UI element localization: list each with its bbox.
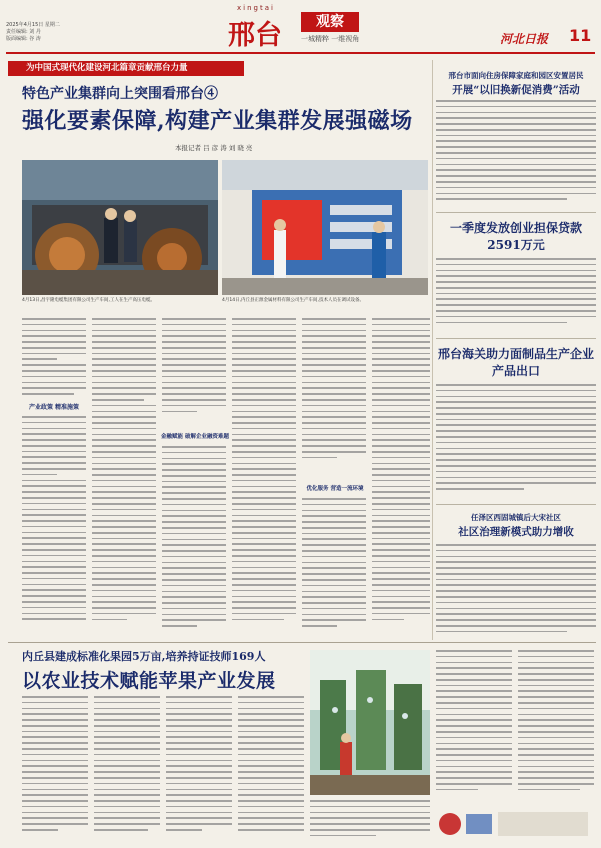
story-2-headline-text: 一季度发放创业担保贷款2591万元 (449, 221, 582, 252)
series-subhead: 特色产业集群向上突围看邢台④ (22, 86, 218, 102)
bottom-body-col-4 (238, 696, 304, 842)
masthead (0, 0, 601, 56)
section-divider (8, 642, 596, 643)
app-watermark (436, 806, 594, 842)
story-4-body (436, 544, 596, 640)
story-3-body (436, 384, 596, 500)
editor-credit: 责任编辑: 刘 丹 (6, 29, 41, 35)
right-divider-1 (436, 212, 596, 213)
photo-caption-left: 4月13日,昌宇隆电缆集团有限公司生产车间,工人在生产高压电缆。 (22, 298, 155, 303)
story-2-headline (436, 220, 596, 254)
photo-equipment-workshop (222, 160, 428, 295)
lead-section-1: 产业政策 精准施策 (28, 404, 80, 411)
bottom-body-col-3 (166, 696, 232, 842)
right-divider-3 (436, 504, 596, 505)
lead-body-col-5 (302, 318, 366, 478)
lead-section-2: 金融赋能 破解企业融资难题 (161, 434, 229, 440)
bottom-body-col-5 (310, 800, 430, 842)
paper-logo: 河北日报 (500, 32, 549, 46)
photo-cable-workshop (22, 160, 218, 295)
story-1-headline: 开展“以旧换新促消费”活动 (452, 84, 580, 96)
lead-byline: 本报记者 吕 彦 涛 刘 晓 亮 (175, 144, 253, 152)
lead-body-col-3b (162, 446, 226, 638)
section-slogan: 一城精粹 一维视角 (301, 35, 360, 43)
city-pinyin: xingtai (237, 4, 275, 12)
photo-caption-right: 4月14日,内丘县正源金属材料有限公司生产车间,技术人员在调试设备。 (222, 298, 364, 303)
story-2-body (436, 258, 596, 334)
issue-date: 2025年4月15日 星期二 (6, 22, 60, 28)
story-3-headline (436, 346, 596, 380)
section-badge: 观察 (301, 12, 359, 32)
story-1-body (436, 100, 596, 208)
right-divider-2 (436, 338, 596, 339)
bottom-body-col-1 (22, 696, 88, 842)
lead-body-col-4 (232, 318, 296, 638)
lead-body-col-5b (302, 498, 366, 638)
lead-body-col-1b (22, 416, 86, 638)
lead-body-col-2 (92, 318, 156, 638)
bottom-body-col-2 (94, 696, 160, 842)
bottom-body-col-6 (436, 650, 512, 800)
cable-workshop-image (22, 160, 218, 295)
lead-headline: 强化要素保障,构建产业集群发展强磁场 (22, 108, 413, 134)
section-title: 邢台 (228, 20, 282, 51)
story-1-kicker: 邢台市面向住房保障家庭和园区安置居民 (448, 71, 584, 80)
bottom-body-col-7 (518, 650, 594, 800)
bottom-kicker: 内丘县建成标准化果园5万亩,培养持证技师169人 (22, 650, 266, 663)
layout-credit: 版面编辑: 谷 涛 (6, 36, 41, 42)
column-divider (432, 60, 433, 640)
watermark-logo-icon (436, 806, 594, 842)
lead-body-col-6 (372, 318, 430, 638)
issue-meta (6, 22, 60, 43)
lead-body-col-3 (162, 318, 226, 428)
photo-apple-orchard (310, 650, 430, 795)
campaign-banner: 为中国式现代化建设河北篇章贡献邢台力量 (8, 61, 244, 76)
story-3-headline-text: 邢台海关助力面制品生产企业产品出口 (437, 347, 594, 378)
page-number: 11 (569, 26, 592, 45)
masthead-rule (6, 52, 595, 54)
story-4-headline: 社区治理新模式助力增收 (458, 526, 574, 538)
bottom-headline: 以农业技术赋能苹果产业发展 (22, 670, 276, 692)
story-4-kicker: 任泽区西固城镇后大宋社区 (471, 513, 561, 522)
lead-section-3: 优化服务 营造一流环境 (306, 486, 364, 492)
apple-orchard-image (310, 650, 430, 795)
equipment-workshop-image (222, 160, 428, 295)
